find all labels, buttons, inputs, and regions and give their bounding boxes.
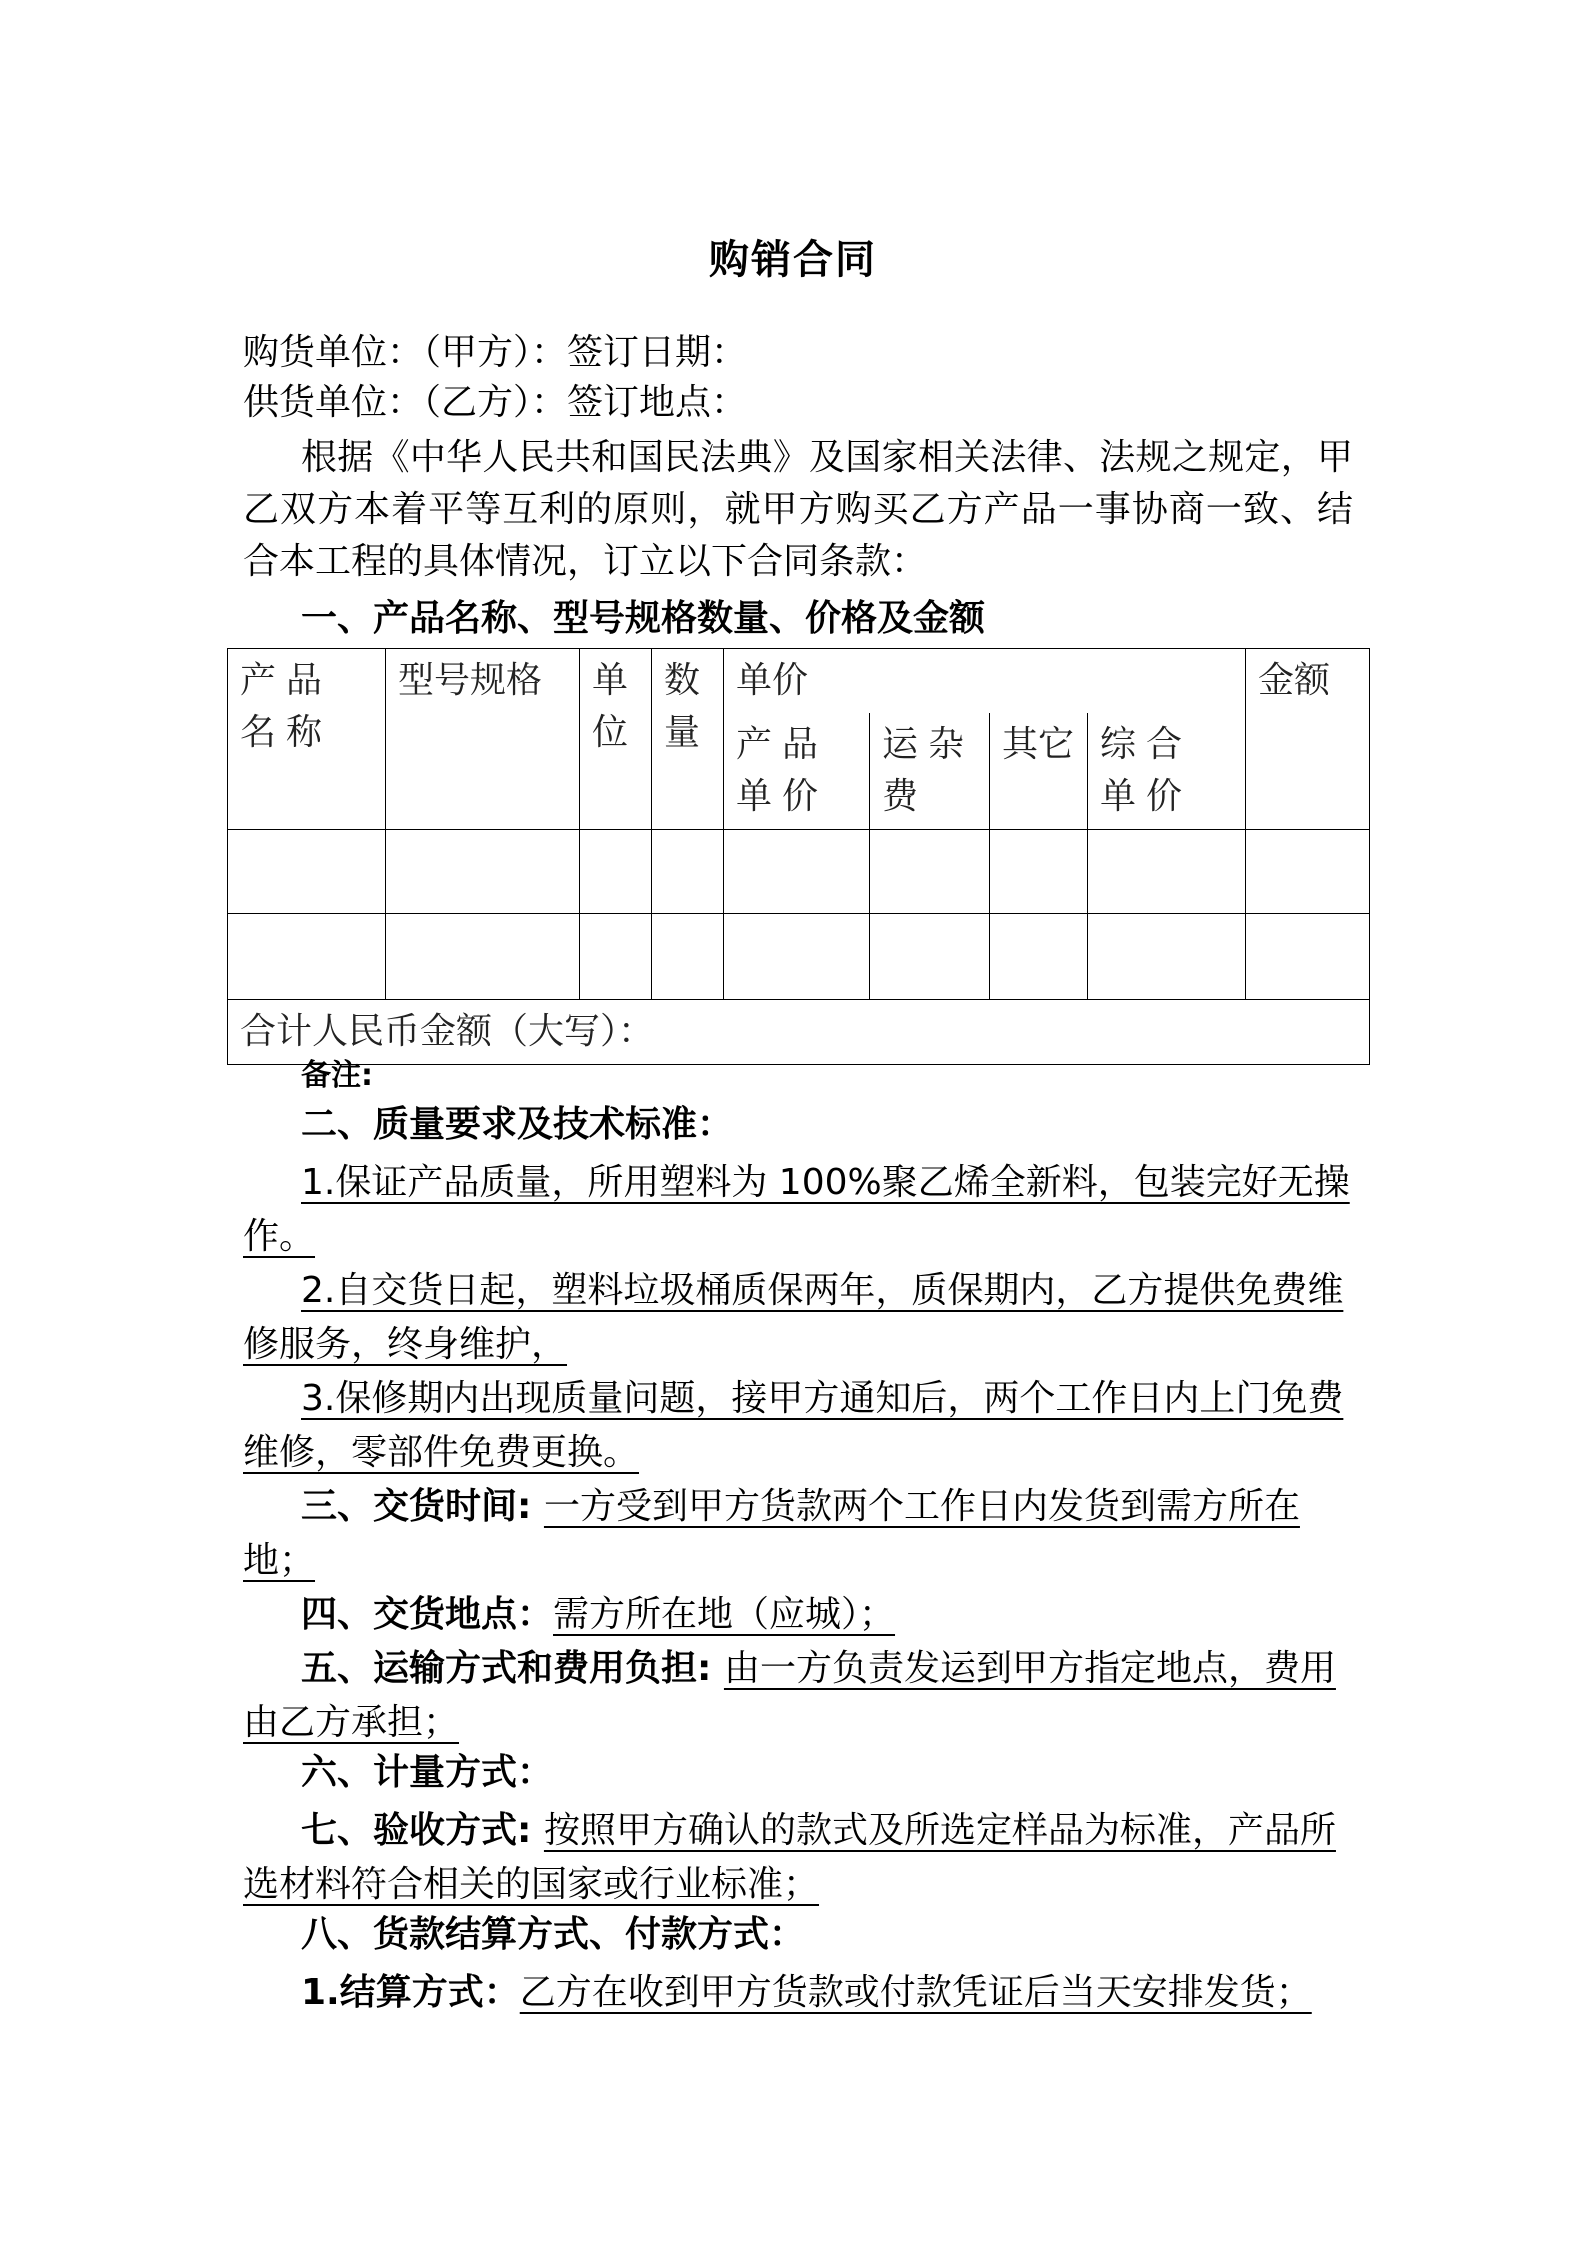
- section-7-label: 七、验收方式:: [301, 1810, 544, 1851]
- table-cell[interactable]: [870, 830, 990, 914]
- section-3-label: 三、交货时间:: [301, 1486, 544, 1527]
- header-unit: 单位: [580, 649, 652, 830]
- section-5: [243, 1642, 1355, 1750]
- section-2-heading: 二、质量要求及技术标准：: [301, 1104, 734, 1145]
- section-7: [243, 1804, 1355, 1912]
- header-product-unit-price: 产品单价: [724, 713, 870, 830]
- table-cell[interactable]: [580, 914, 652, 1000]
- clause-2-2: [243, 1264, 1355, 1372]
- clause-8-1-text: 乙方在收到甲方货款或付款凭证后当天安排发货；: [519, 1972, 1312, 2013]
- table-cell[interactable]: [580, 830, 652, 914]
- intro-paragraph: 根据《中华人民共和国民法典》及国家相关法律、法规之规定，甲乙双方本着平等互利的原则，就甲方购买乙方产品一事协商一致、结合本工程的具体情况，订立以下合同条款：: [243, 437, 1353, 582]
- table-cell[interactable]: [1246, 914, 1370, 1000]
- total-amount-row: 合计人民币金额（大写）：: [228, 1000, 1370, 1065]
- clause-2-2-text: 2.自交货日起，塑料垃圾桶质保两年，质保期内，乙方提供免费维修服务，终身维护，: [243, 1270, 1344, 1365]
- section-7-text: 按照甲方确认的款式及所选定样品为标准，产品所选材料符合相关的国家或行业标准；: [243, 1810, 1336, 1905]
- section-8-heading: 八、货款结算方式、付款方式：: [301, 1914, 806, 1955]
- table-cell[interactable]: [990, 914, 1088, 1000]
- table-cell[interactable]: [386, 830, 580, 914]
- table-cell[interactable]: [870, 914, 990, 1000]
- header-product-name: 产品名称: [228, 649, 386, 830]
- section-6-heading: 六、计量方式：: [301, 1752, 554, 1793]
- table-cell[interactable]: [724, 914, 870, 1000]
- clause-2-3-text: 3.保修期内出现质量问题，接甲方通知后，两个工作日内上门免费维修，零部件免费更换。: [243, 1378, 1344, 1473]
- header-freight: 运杂费: [870, 713, 990, 830]
- clause-2-3: [243, 1372, 1355, 1480]
- section-3-text: 一方受到甲方货款两个工作日内发货到需方所在地；: [243, 1486, 1300, 1581]
- clause-2-1-text: 1.保证产品质量，所用塑料为 100%聚乙烯全新料，包装完好无操作。: [243, 1162, 1350, 1257]
- clause-8-1-label: 1.结算方式：: [301, 1972, 520, 2013]
- product-table: [227, 648, 1370, 1065]
- table-cell[interactable]: [652, 830, 724, 914]
- section-1-heading: 一、产品名称、型号规格数量、价格及金额: [301, 598, 986, 639]
- table-cell[interactable]: [1246, 830, 1370, 914]
- header-other: 其它: [990, 713, 1088, 830]
- header-unit-price: 单价: [724, 649, 1246, 714]
- table-cell[interactable]: [724, 830, 870, 914]
- section-4-label: 四、交货地点：: [301, 1594, 554, 1635]
- table-cell[interactable]: [652, 914, 724, 1000]
- section-4: [243, 1588, 1355, 1642]
- table-row: [228, 914, 1370, 1000]
- header-amount: 金额: [1246, 649, 1370, 830]
- section-5-label: 五、运输方式和费用负担:: [301, 1648, 724, 1689]
- section-3: [243, 1480, 1355, 1588]
- table-cell[interactable]: [1088, 914, 1246, 1000]
- table-cell[interactable]: [228, 914, 386, 1000]
- section-4-text: 需方所在地（应城）；: [553, 1594, 896, 1635]
- remark-label: 备注:: [301, 1058, 373, 1093]
- header-quantity: 数量: [652, 649, 724, 830]
- table-cell[interactable]: [990, 830, 1088, 914]
- table-cell[interactable]: [386, 914, 580, 1000]
- clause-8-1: [243, 1966, 1355, 2020]
- table-row: [228, 830, 1370, 914]
- table-cell[interactable]: [1088, 830, 1246, 914]
- clause-2-1: [243, 1156, 1355, 1264]
- section-5-text: 由一方负责发运到甲方指定地点，费用由乙方承担；: [243, 1648, 1336, 1743]
- seller-line: 供货单位：（乙方）：签订地点：: [243, 382, 748, 423]
- buyer-line: 购货单位：（甲方）：签订日期：: [243, 332, 748, 373]
- document-title: 购销合同: [709, 237, 877, 283]
- header-model: 型号规格: [386, 649, 580, 830]
- table-cell[interactable]: [228, 830, 386, 914]
- header-composite-price: 综合单价: [1088, 713, 1246, 830]
